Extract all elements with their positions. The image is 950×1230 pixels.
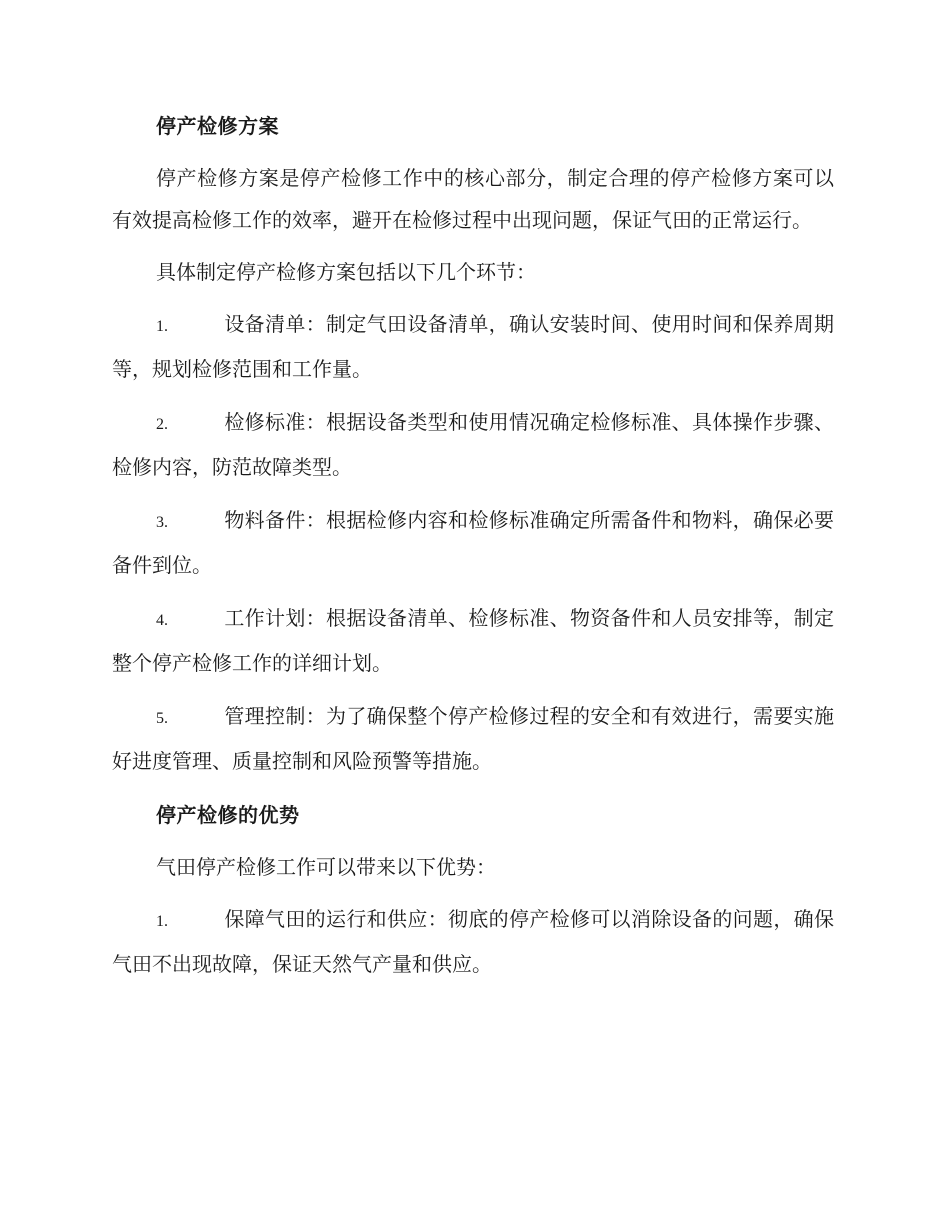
document-page: [112, 104, 834, 996]
list-item: [112, 499, 834, 586]
list-item-text: 保障气田的运行和供应：彻底的停产检修可以消除设备的问题，确保气田不出现故障，保证天然气产量和供应。: [112, 907, 834, 976]
section-heading-advantages: 停产检修的优势: [156, 803, 300, 827]
list-item: [112, 597, 834, 684]
list-item-number: 1.: [156, 318, 168, 335]
list-item: [112, 898, 834, 985]
list-item-text: 工作计划：根据设备清单、检修标准、物资备件和人员安排等，制定整个停产检修工作的详细计划。: [112, 606, 834, 675]
list-item-text: 检修标准：根据设备类型和使用情况确定检修标准、具体操作步骤、检修内容，防范故障类型。: [112, 410, 834, 479]
list-item-number: 3.: [156, 514, 168, 531]
list-item-number: 4.: [156, 612, 168, 629]
intro-paragraph: 停产检修方案是停产检修工作中的核心部分，制定合理的停产检修方案可以有效提高检修工作的效率，避开在检修过程中出现问题，保证气田的正常运行。: [112, 166, 834, 232]
list-item-text: 管理控制：为了确保整个停产检修过程的安全和有效进行，需要实施好进度管理、质量控制和风险预警等措施。: [112, 704, 834, 773]
list-item-number: 2.: [156, 416, 168, 433]
plan-steps-list: [112, 303, 834, 782]
list-item-number: 5.: [156, 710, 168, 727]
list-item: [112, 303, 834, 390]
list-item: [112, 401, 834, 488]
list-item-text: 设备清单：制定气田设备清单，确认安装时间、使用时间和保养周期等，规划检修范围和工作量。: [112, 312, 834, 381]
advantages-list: [112, 898, 834, 985]
list-item: [112, 695, 834, 782]
lead-paragraph: 具体制定停产检修方案包括以下几个环节：: [156, 260, 536, 284]
list-item-text: 物料备件：根据检修内容和检修标准确定所需备件和物料，确保必要备件到位。: [112, 508, 834, 577]
list-item-number: 1.: [156, 913, 168, 930]
section-heading-maintenance-plan: 停产检修方案: [156, 114, 279, 138]
lead-paragraph: 气田停产检修工作可以带来以下优势：: [156, 855, 496, 879]
